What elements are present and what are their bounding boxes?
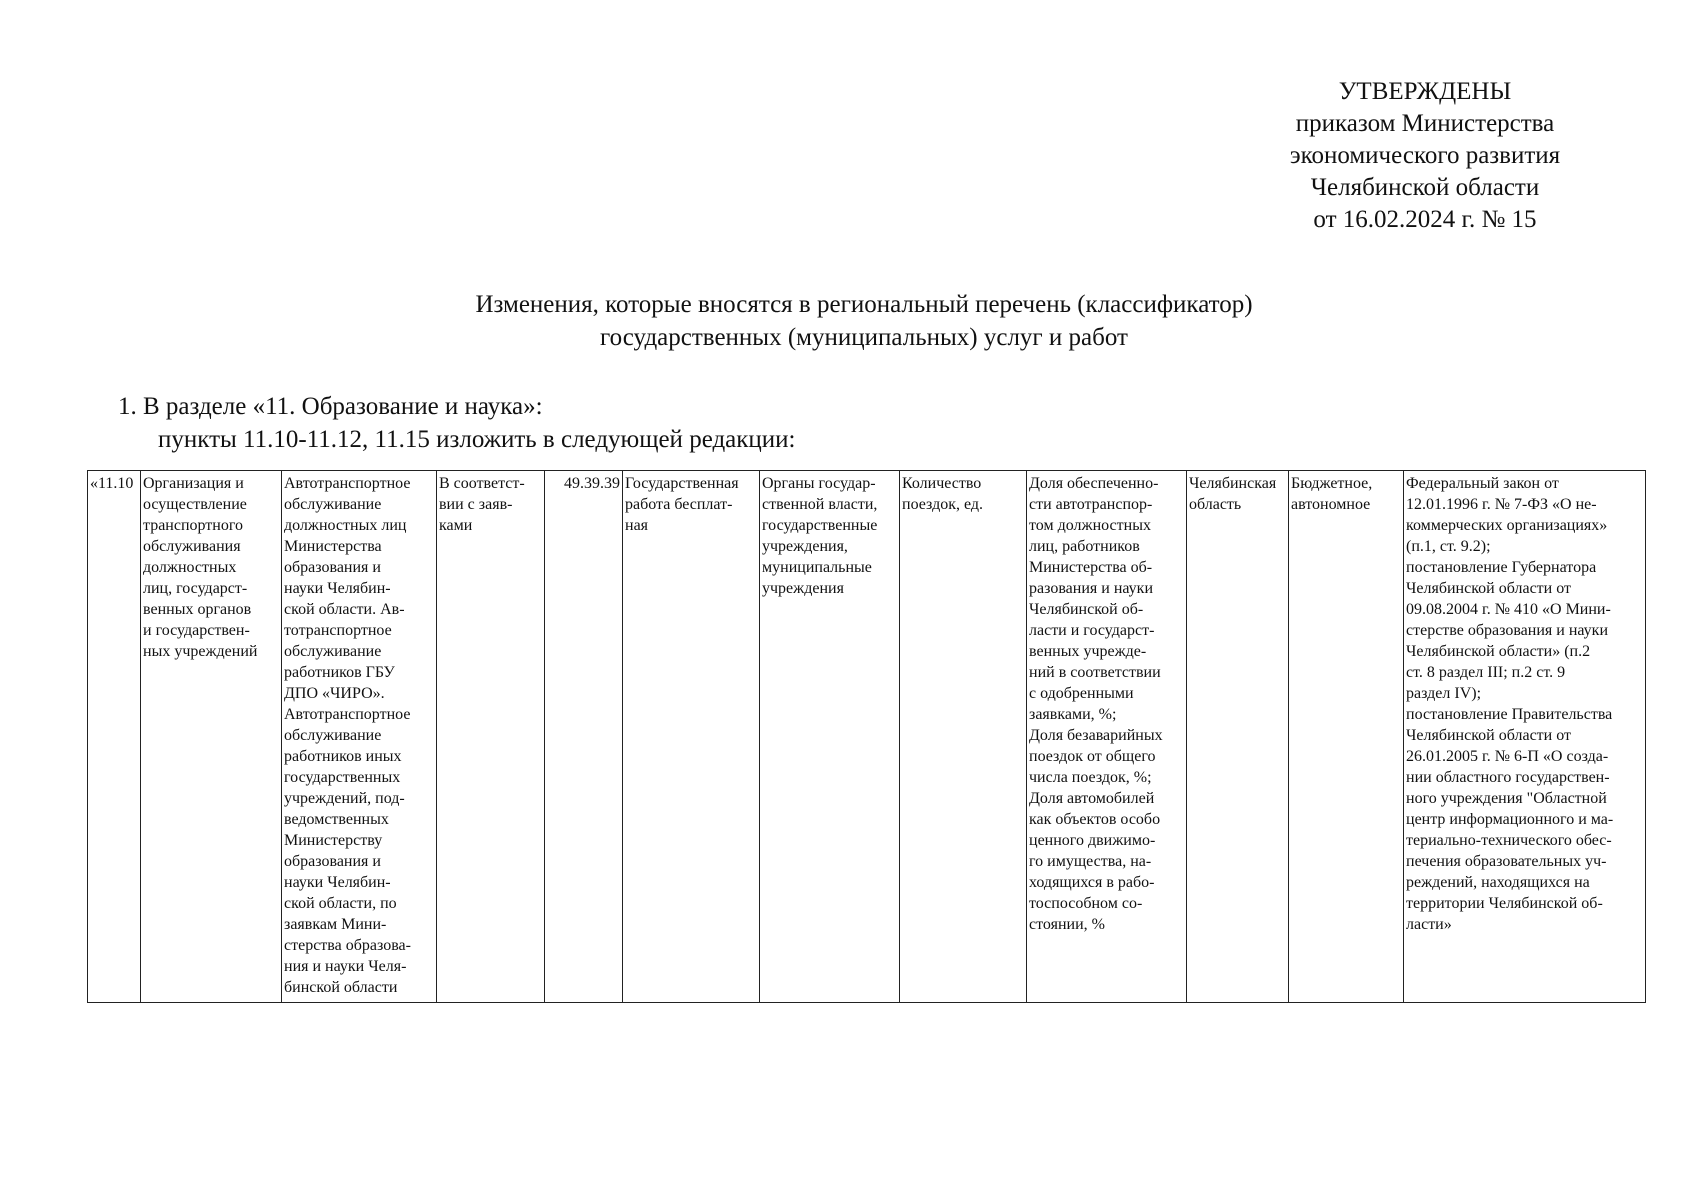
approval-line-4: Челябинской области (1310, 174, 1540, 201)
cell-conditions: В соответст- вии с заяв- ками (437, 471, 545, 1003)
cell-code: «11.10 (88, 471, 141, 1003)
cell-institution-type: Бюджетное, автономное (1289, 471, 1404, 1003)
cell-legal-basis: Федеральный закон от 12.01.1996 г. № 7-ФЗ «О не- коммерческих организациях» (п.1, ст. 9.2); постановление Губернатора Челябинской области от 09.08.2004 г. № 410 «О Мини- стерстве образования и науки Челябинской области» (п.2 ст. 8 раздел III; п.2 ст. 9 раздел IV); постановление Правительства Челябинской области от 26.01.2005 г. № 6-П «О созда- нии областного государствен- ного учреждения "Областной центр информационного и ма- териально-технического обес- печения образовательных уч- реждений, находящихся на территории Челябинской об- ласти» (1404, 471, 1646, 1003)
cell-service-name: Организация и осуществление транспортного обслуживания должностных лиц, государст- венных органов и государствен- ных учреждений (141, 471, 282, 1003)
approval-block (1195, 76, 1655, 236)
section-heading (118, 390, 796, 456)
document-title-line-1: Изменения, которые вносятся в региональный перечень (классификатор) (475, 291, 1253, 318)
classifier-table (87, 470, 1646, 1003)
approval-line-3: экономического развития (1289, 142, 1561, 169)
cell-type: Государственная работа бесплат- ная (623, 471, 760, 1003)
document-title (300, 288, 1428, 354)
approval-line-1: УТВЕРЖДЕНЫ (1338, 78, 1512, 105)
section-heading-line-2: пункты 11.10-11.12, 11.15 изложить в следующей редакции: (158, 426, 796, 453)
cell-consumers: Органы государ- ственной власти, государственные учреждения, муниципальные учреждения (760, 471, 900, 1003)
cell-okved: 49.39.39 (545, 471, 623, 1003)
cell-territory: Челябинская область (1187, 471, 1289, 1003)
section-heading-line-1: 1. В разделе «11. Образование и наука»: (118, 393, 543, 420)
approval-line-5: от 16.02.2024 г. № 15 (1313, 206, 1537, 233)
table-row (88, 471, 1646, 1003)
approval-line-2: приказом Министерства (1295, 110, 1555, 137)
cell-volume-indicator: Количество поездок, ед. (900, 471, 1027, 1003)
cell-quality-indicators: Доля обеспеченно- сти автотранспор- том должностных лиц, работников Министерства об- разования и науки Челябинской об- ласти и государст- венных учрежде- ний в соответствии с одобренными заявками, %; Доля безаварийных поездок от общего числа поездок, %; Доля автомобилей как объектов особо ценного движимо- го имущества, на- ходящихся в рабо- тоспособном со- стоянии, % (1027, 471, 1187, 1003)
document-title-line-2: государственных (муниципальных) услуг и работ (600, 324, 1128, 351)
cell-service-content: Автотранспортное обслуживание должностных лиц Министерства образования и науки Челябин- ской области. Ав- тотранспортное обслуживание работников ГБУ ДПО «ЧИРО». Автотранспортное обслуживание работников иных государственных учреждений, под- ведомственных Министерству образования и науки Челябин- ской области, по заявкам Мини- стерства образова- ния и науки Челя- бинской области (282, 471, 437, 1003)
